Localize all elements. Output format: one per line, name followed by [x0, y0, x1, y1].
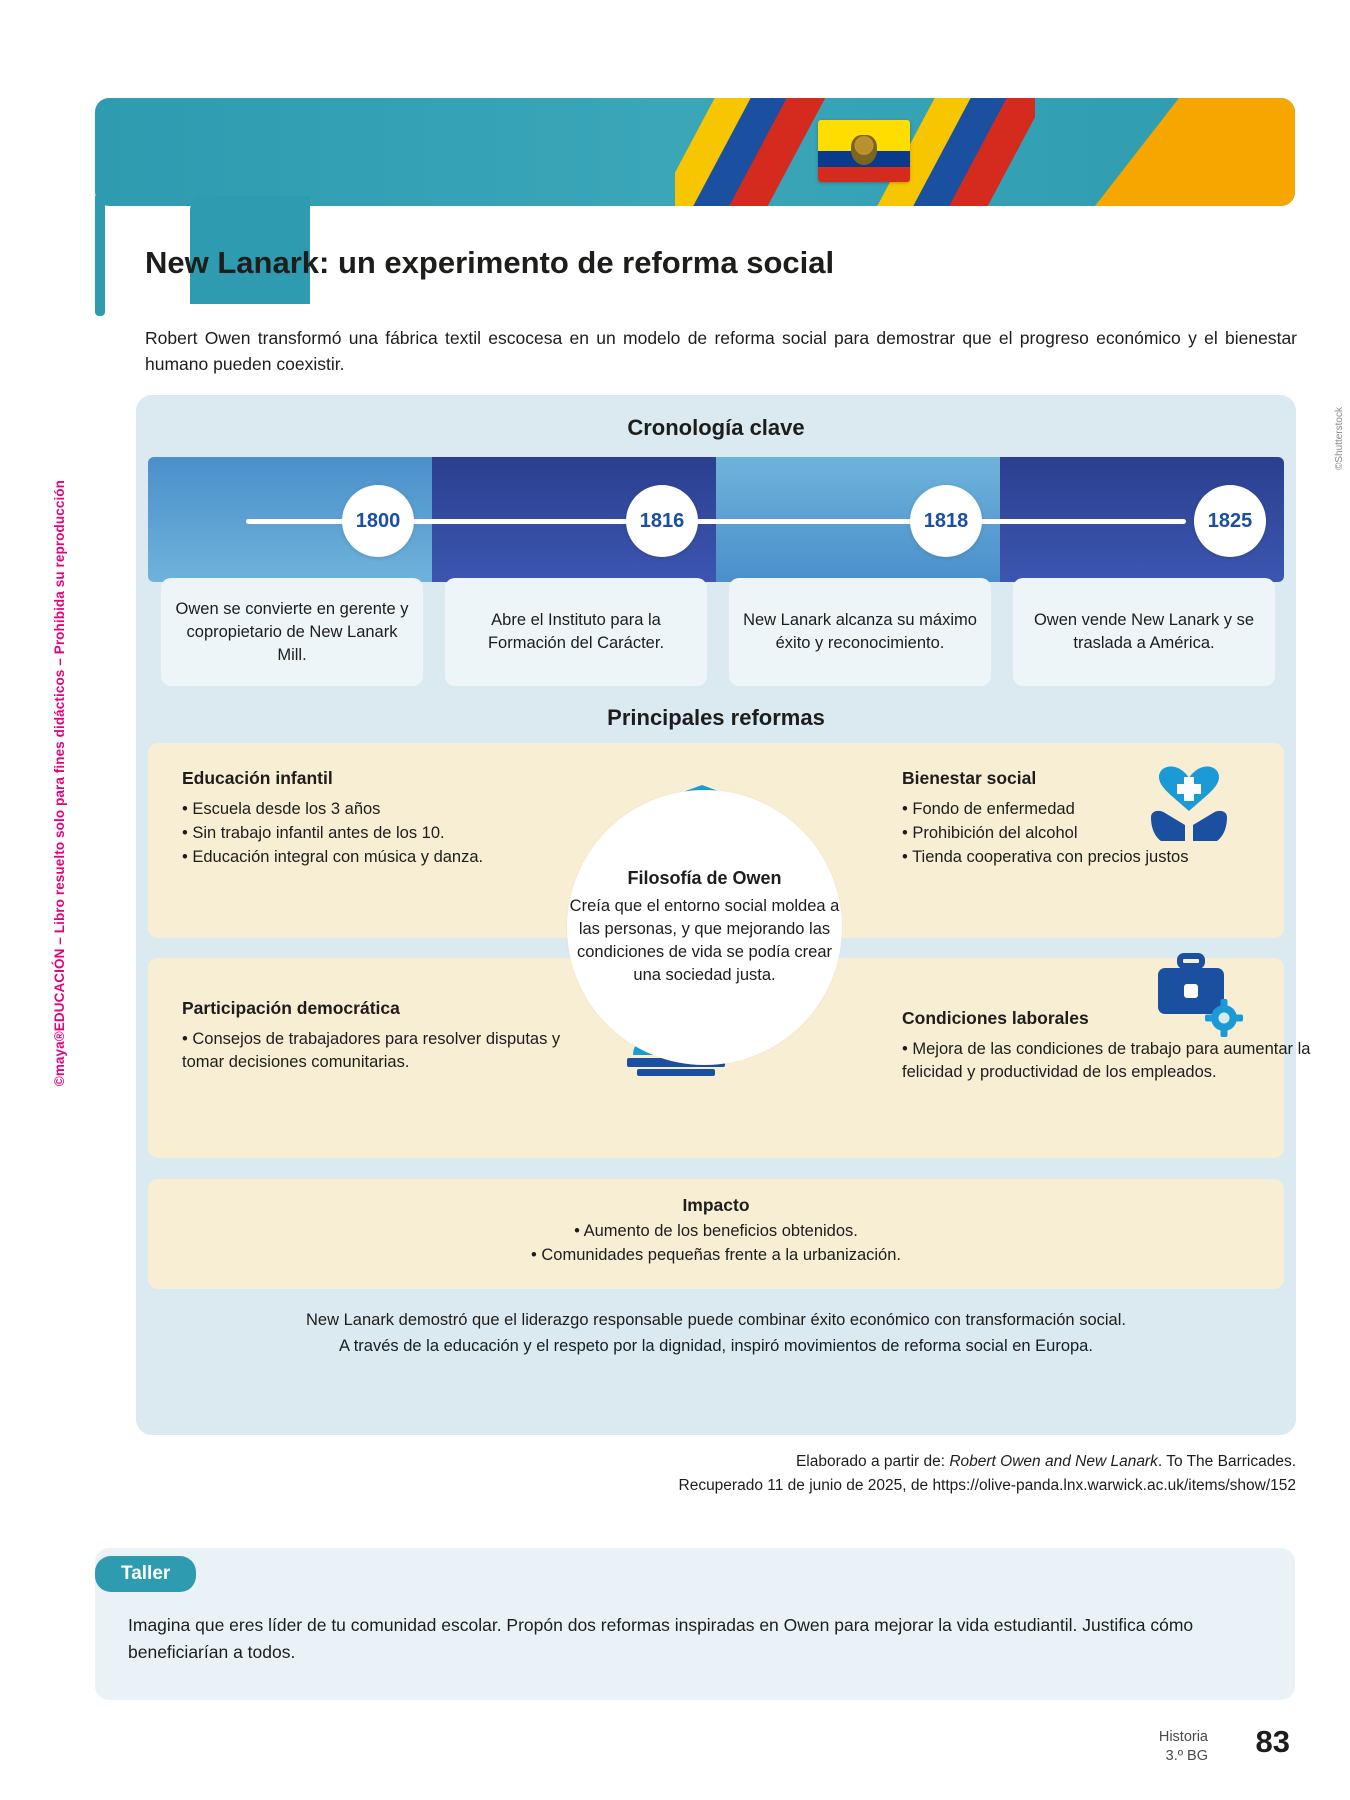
reform-education-item-2: • Sin trabajo infantil antes de los 10. — [182, 822, 562, 845]
reform-democracy-title: Participación democrática — [182, 998, 400, 1018]
timeline-card-2: Abre el Instituto para la Formación del Carácter. — [445, 578, 707, 686]
page-title: New Lanark: un experimento de reforma social — [145, 245, 835, 280]
reform-welfare-title: Bienestar social — [902, 768, 1037, 788]
reform-welfare-item-3: • Tienda cooperativa con precios justos — [902, 846, 1302, 869]
left-accent-bar — [95, 196, 105, 316]
intro-paragraph: Robert Owen transformó una fábrica textil escocesa en un modelo de reforma social para demostrar que el progreso económico y el bienestar humano pueden coexistir. — [145, 328, 1297, 374]
workshop-text: Imagina que eres líder de tu comunidad escolar. Propón dos reformas inspiradas en Owen para mejorar la vida estudiantil. Justifica cómo beneficiarían a todos. — [128, 1615, 1194, 1662]
impact-title: Impacto — [682, 1195, 750, 1215]
ecuador-flag-icon — [818, 120, 910, 182]
philosophy-circle — [567, 790, 842, 1065]
subject-title: Cívica, Ética e Integridad — [160, 35, 556, 72]
reform-education-item-3: • Educación integral con música y danza. — [182, 846, 562, 869]
timeline-node-2: 1816 — [626, 485, 698, 557]
footer-subject: Historia — [1158, 1729, 1208, 1745]
timeline-node-1: 1800 — [342, 485, 414, 557]
conclusion-line-1: New Lanark demostró que el liderazgo responsable puede combinar éxito económico con transformación social. — [306, 1311, 1126, 1329]
copyright-side-note-text: ©maya®EDUCACIÓN – Libro resuelto solo para fines didácticos – Prohibida su reproducción — [52, 480, 67, 1087]
footer-grade: 3.º BG — [1165, 1748, 1208, 1764]
impact-block — [136, 1193, 1296, 1267]
briefcase-gear-icon — [1148, 950, 1248, 1051]
header-banner — [95, 98, 1295, 206]
reforms-title: Principales reformas — [607, 705, 825, 730]
reform-labour-title: Condiciones laborales — [902, 1008, 1089, 1028]
subject-logo-icon: IC — [92, 34, 128, 76]
reform-labour-item-1: • Mejora de las condiciones de trabajo para aumentar la felicidad y productividad de los empleados. — [902, 1038, 1312, 1084]
timeline-card-4: Owen vende New Lanark y se traslada a América. — [1013, 578, 1275, 686]
impact-item-2: • Comunidades pequeñas frente a la urbanización. — [531, 1246, 901, 1264]
dua-label: DUA — [1186, 26, 1228, 47]
source-line-1 — [476, 1450, 1296, 1474]
page-number: 83 — [1255, 1724, 1290, 1759]
reform-democracy-item-1: • Consejos de trabajadores para resolver disputas y tomar decisiones comunitarias. — [182, 1028, 582, 1074]
source-note — [476, 1450, 1296, 1498]
philosophy-text: Creía que el entorno social moldea a las personas, y que mejorando las condiciones de vida se podía crear una sociedad justa. — [569, 897, 840, 984]
timeline-card-3: New Lanark alcanza su máximo éxito y reconocimiento. — [729, 578, 991, 686]
infographic-panel — [136, 395, 1311, 1435]
copyright-side-note — [52, 480, 67, 1086]
source-title: Robert Owen and New Lanark — [949, 1453, 1158, 1470]
reform-welfare — [902, 767, 1302, 870]
dua-badge — [1153, 26, 1260, 71]
flag-seal-icon — [851, 135, 877, 165]
reform-education-title: Educación infantil — [182, 768, 333, 788]
conclusion-line-2: A través de la educación y el respeto por la dignidad, inspiró movimientos de reforma social en Europa. — [339, 1337, 1093, 1355]
timeline-node-3: 1818 — [910, 485, 982, 557]
reform-democracy — [182, 997, 582, 1075]
dua-sublabel: Participación — [1153, 51, 1260, 70]
source-suffix: . To The Barricades. — [1157, 1453, 1296, 1470]
conclusion-block — [152, 1307, 1280, 1359]
reform-education — [182, 767, 562, 870]
reform-welfare-item-1: • Fondo de enfermedad — [902, 798, 1302, 821]
timeline-card-1: Owen se convierte en gerente y copropietario de New Lanark Mill. — [161, 578, 423, 686]
impact-item-1: • Aumento de los beneficios obtenidos. — [574, 1222, 858, 1240]
timeline-title: Cronología clave — [627, 415, 805, 440]
reform-welfare-item-2: • Prohibición del alcohol — [902, 822, 1302, 845]
source-prefix: Elaborado a partir de: — [795, 1453, 950, 1470]
source-line-2: Recuperado 11 de junio de 2025, de https://olive-panda.lnx.warwick.ac.uk/items/show/152 — [678, 1477, 1296, 1494]
reform-education-item-1: • Escuela desde los 3 años — [182, 798, 562, 821]
heart-hands-icon — [1141, 765, 1237, 862]
timeline-node-4: 1825 — [1194, 485, 1266, 557]
reform-labour — [902, 1007, 1312, 1085]
workshop-label: Taller — [95, 1556, 196, 1592]
image-credit: ©Shutterstock — [1334, 407, 1345, 470]
footer-subject-block — [1159, 1728, 1208, 1766]
philosophy-title: Filosofía de Owen — [627, 868, 782, 888]
